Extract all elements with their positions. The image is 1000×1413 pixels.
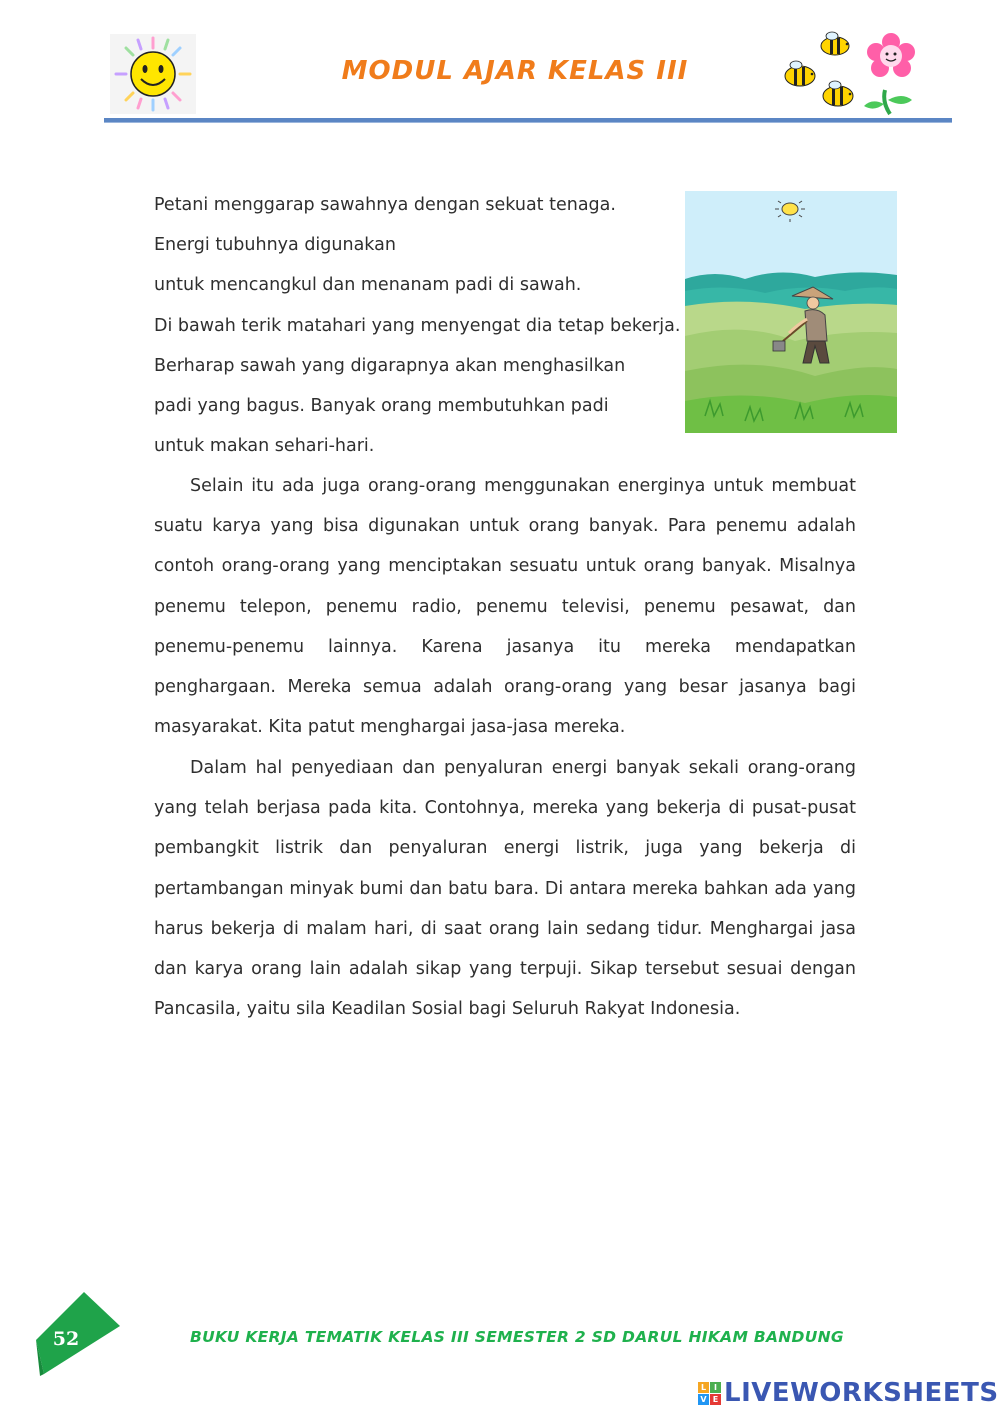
logo-block: V [698,1394,709,1405]
liveworksheets-text: LIVEWORKSHEETS [724,1378,999,1408]
intro-line: Petani menggarap sawahnya dengan sekuat tenaga. [154,195,616,215]
page-header-title: MODUL AJAR KELAS III [341,56,689,86]
logo-block: E [710,1394,721,1405]
intro-line: Energi tubuhnya digunakan [154,235,396,256]
liveworksheets-logo-icon [698,1382,721,1405]
intro-line: padi yang bagus. Banyak orang membutuhkan padi [154,396,609,417]
paragraph-2 [154,466,856,747]
paragraph-3-text: Dalam hal penyediaan dan penyaluran energi banyak sekali orang-orang yang telah berjasa pada kita. Contohnya, mereka yang bekerja di pusat-pusat pembangkit listrik dan penyaluran energi listrik, juga yang bekerja di pertambangan minyak bumi dan batu bara. Di antara mereka bahkan ada yang harus bekerja di malam hari, di saat orang lain sedang tidur. Menghargai jasa dan karya orang lain adalah sikap yang terpuji. Sikap tersebut sesuai dengan Pancasila, yaitu sila Keadilan Sosial bagi Seluruh Rakyat Indonesia. [154,758,856,1020]
intro-line: untuk makan sehari-hari. [154,436,375,457]
intro-line: untuk mencangkul dan menanam padi di sawah. [154,275,582,296]
intro-line: Berharap sawah yang digarapnya akan menghasilkan [154,355,626,376]
intro-text [154,185,681,466]
paragraph-2-text: Selain itu ada juga orang-orang menggunakan energinya untuk membuat suatu karya yang bisa digunakan untuk orang banyak. Para penemu adalah contoh orang-orang yang menciptakan sesuatu untuk orang banyak. Misalnya penemu telepon, penemu radio, penemu televisi, penemu pesawat, dan penemu-penemu lainnya. Karena jasanya itu mereka mendapatkan penghargaan. Mereka semua adalah orang-orang yang besar jasanya bagi masyarakat. Kita patut menghargai jasa-jasa mereka. [154,476,856,738]
footer-text: BUKU KERJA TEMATIK KELAS III SEMESTER 2 SD DARUL HIKAM BANDUNG [190,1328,844,1346]
smiling-sun-icon [110,34,196,114]
farmer-in-rice-field-illustration [685,191,897,433]
logo-block: I [710,1382,721,1393]
page-number: 52 [52,1328,80,1350]
paragraph-3 [154,748,856,1029]
liveworksheets-watermark [698,1376,999,1410]
header-divider [104,118,952,123]
intro-line: Di bawah terik matahari yang menyengat dia tetap bekerja. [154,315,681,336]
bees-and-flower-icon [780,30,922,116]
logo-block: L [698,1382,709,1393]
